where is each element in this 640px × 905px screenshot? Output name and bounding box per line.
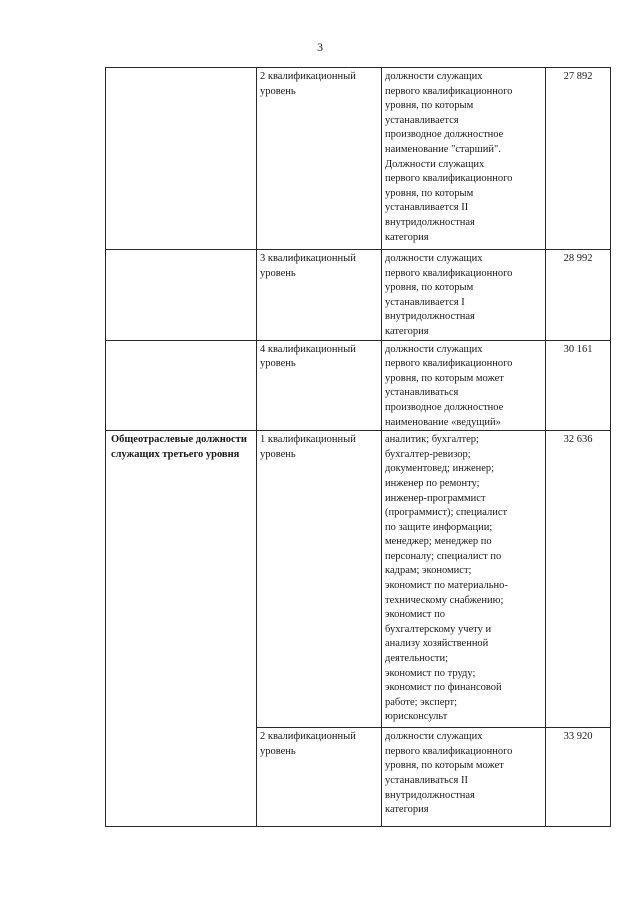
qualification-level-cell: 2 квалификационный уровень — [257, 728, 382, 827]
salary-cell: 30 161 — [546, 340, 611, 431]
table-row — [106, 340, 611, 431]
positions-text: должности служащих первого квалификационного уровня, по которым устанавливается I внутридолжностная категория — [385, 253, 513, 337]
table-row — [106, 250, 611, 341]
positions-cell — [382, 68, 546, 250]
positions-cell — [382, 340, 546, 431]
group-cell — [106, 250, 257, 341]
qualification-level-cell: 4 квалификационный уровень — [257, 340, 382, 431]
group-label: Общеотраслевые должности служащих третьего уровня — [111, 434, 247, 460]
salary-table — [105, 67, 611, 827]
group-cell — [106, 340, 257, 431]
table-row — [106, 431, 611, 728]
salary-cell: 33 920 — [546, 728, 611, 827]
positions-cell — [382, 250, 546, 341]
positions-text: должности служащих первого квалификационного уровня, по которым может устанавливаться II внутридолжностная категория — [385, 731, 513, 816]
salary-cell: 32 636 — [546, 431, 611, 728]
salary-cell: 28 992 — [546, 250, 611, 341]
group-cell — [106, 68, 257, 250]
qualification-level-cell: 1 квалификационный уровень — [257, 431, 382, 728]
positions-text: аналитик; бухгалтер; бухгалтер-ревизор; документовед; инженер; инженер по ремонту; инженер-программист (программист); специалист по защите информации; менеджер; менеджер по персоналу; специалист по кадрам; экономист; экономист по материально- техническому снабжению; экономист по бухгалтерскому учету и анализу хозяйственной деятельности; экономист по труду; экономист по финансовой работе; эксперт; юрисконсульт — [385, 434, 508, 723]
group-cell — [106, 431, 257, 827]
positions-text: должности служащих первого квалификационного уровня, по которым устанавливается производное должностное наименование "старший". Должности служащих первого квалификационного уровня, по которым устанавливается II внутридолжностная категория — [385, 71, 513, 243]
salary-cell: 27 892 — [546, 68, 611, 250]
qualification-level-cell: 2 квалификационный уровень — [257, 68, 382, 250]
page-number: 3 — [317, 40, 323, 54]
table-row — [106, 68, 611, 250]
qualification-level-cell: 3 квалификационный уровень — [257, 250, 382, 341]
positions-cell — [382, 431, 546, 728]
positions-cell — [382, 728, 546, 827]
positions-text: должности служащих первого квалификационного уровня, по которым может устанавливаться производное должностное наименование «ведущий» — [385, 343, 513, 428]
